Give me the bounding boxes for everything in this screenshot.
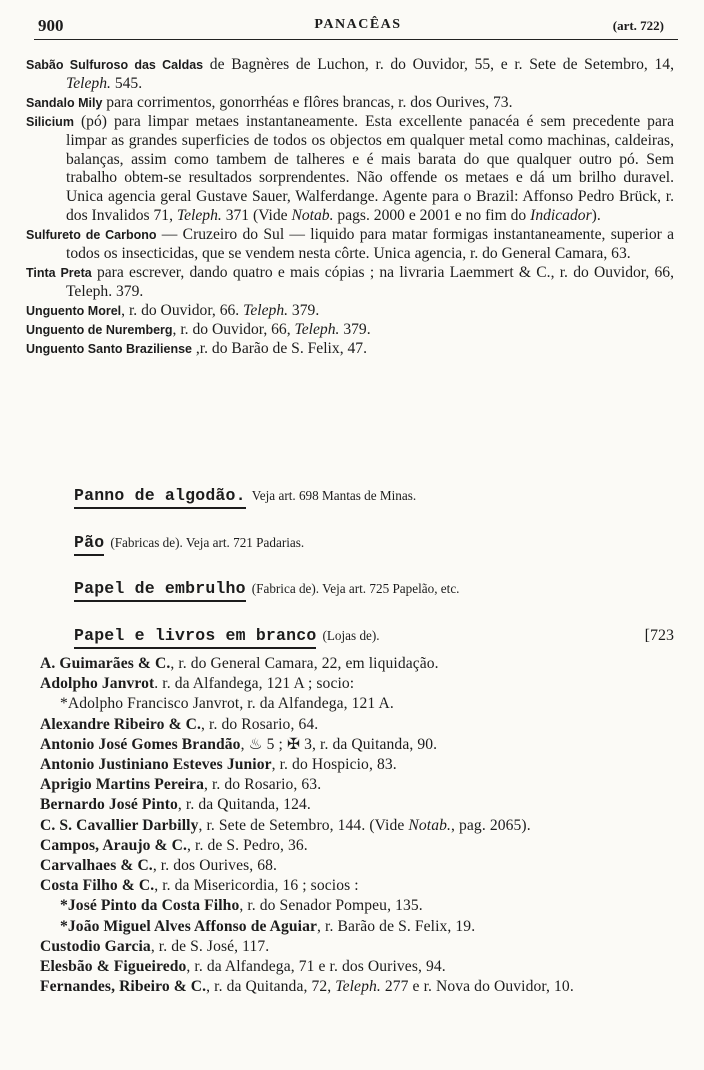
section-papel-e-livros-em-branco bbox=[74, 626, 674, 649]
list-item: Antonio Justiniano Esteves Junior, r. do Hospicio, 83. bbox=[40, 756, 397, 774]
list-item: Antonio José Gomes Brandão, ♨ 5 ; ✠ 3, r. da Quitanda, 90. bbox=[40, 735, 438, 753]
entry-silicium: Silicium (pó) para limpar metaes instantaneamente. Esta excellente panacéa é sem precedente para limpar as grandes superficies de todos os objectos em qualquer metal como machinas, caldeiras, balanças, assim como tambem de talheres e é mais barata do que qualquer outro pó. Sem trabalho obtem-se resultados sorprendentes. Não offende os metaes e dá um brilho duravel. Unica agencia geral Gustave Sauer, Walferdange. Agente para o Brazil: Affonso Pedro Brück, r. dos Invalidos 71, Teleph. 371 (Vide Notab. pags. 2000 e 2001 e no fim do Indicador). bbox=[26, 112, 674, 225]
section-pao bbox=[74, 533, 674, 556]
section-crossref: (Fabricas de). Veja art. 721 Padarias. bbox=[110, 535, 305, 550]
list-item: Fernandes, Ribeiro & C., r. da Quitanda, 72, Teleph. 277 e r. Nova do Ouvidor, 10. bbox=[40, 978, 574, 996]
entry-sulfureto-de-carbono: Sulfureto de Carbono — Cruzeiro do Sul — liquido para matar formigas instantaneamente, superior a todos os insecticidas, que se vendem nesta côrte. Unica agencia, r. do General Camara, 63. bbox=[26, 226, 675, 263]
list-item: Carvalhaes & C., r. dos Ourives, 68. bbox=[40, 857, 278, 875]
entry-unguento-morel: Unguento Morel, r. do Ouvidor, 66. Teleph. 379. bbox=[26, 301, 320, 319]
entry-tinta-preta: Tinta Preta para escrever, dando quatro e mais cópias ; na livraria Laemmert & C., r. do Ouvidor, 66, Teleph. 379. bbox=[26, 263, 674, 300]
article-number: [723 bbox=[644, 627, 674, 644]
page-header bbox=[38, 16, 678, 38]
section-crossref: (Fabrica de). Veja art. 725 Papelão, etc. bbox=[251, 581, 460, 596]
section-heading: Papel e livros em branco bbox=[74, 626, 316, 649]
list-item: Costa Filho & C., r. da Misericordia, 16 ; socios : bbox=[40, 877, 359, 895]
entry-unguento-nuremberg: Unguento de Nuremberg, r. do Ouvidor, 66, Teleph. 379. bbox=[26, 320, 371, 338]
list-item: A. Guimarães & C., r. do General Camara, 22, em liquidação. bbox=[40, 655, 439, 672]
list-item: *João Miguel Alves Affonso de Aguiar, r. Barão de S. Felix, 19. bbox=[60, 917, 476, 935]
section-panno-de-algodao bbox=[74, 486, 674, 509]
directory-list bbox=[40, 654, 674, 997]
list-item: Aprigio Martins Pereira, r. do Rosario, 63. bbox=[40, 776, 322, 794]
list-item: C. S. Cavallier Darbilly, r. Sete de Setembro, 144. (Vide Notab., pag. 2065). bbox=[40, 816, 531, 834]
article-reference: (art. 722) bbox=[612, 18, 664, 33]
header-rule bbox=[34, 39, 678, 40]
list-item: Elesbão & Figueiredo, r. da Alfandega, 71 e r. dos Ourives, 94. bbox=[40, 958, 446, 976]
section-subtitle: (Lojas de). bbox=[322, 628, 380, 643]
page-title: PANACÊAS bbox=[314, 17, 402, 32]
section-heading: Papel de embrulho bbox=[74, 579, 246, 602]
list-item: Alexandre Ribeiro & C., r. do Rosario, 64. bbox=[40, 715, 319, 733]
list-item: Campos, Araujo & C., r. de S. Pedro, 36. bbox=[40, 836, 308, 854]
list-item: *José Pinto da Costa Filho, r. do Senador Pompeu, 135. bbox=[60, 897, 423, 915]
list-item: *Adolpho Francisco Janvrot, r. da Alfandega, 121 A. bbox=[60, 695, 394, 713]
section-crossref: Veja art. 698 Mantas de Minas. bbox=[251, 488, 417, 503]
list-item: Bernardo José Pinto, r. da Quitanda, 124. bbox=[40, 796, 311, 814]
entries-block bbox=[26, 56, 674, 359]
list-item: Adolpho Janvrot. r. da Alfandega, 121 A ; socio: bbox=[40, 675, 355, 693]
section-heading: Pão bbox=[74, 533, 104, 556]
section-heading: Panno de algodão. bbox=[74, 486, 246, 509]
entry-sandalo-mily: Sandalo Mily para corrimentos, gonorrhéas e flôres brancas, r. dos Ourives, 73. bbox=[26, 93, 513, 111]
entry-unguento-santo-braziliense: Unguento Santo Braziliense ,r. do Barão de S. Felix, 47. bbox=[26, 339, 367, 357]
entry-sabao-sulfuroso: Sabão Sulfuroso das Caldas de Bagnères de Luchon, r. do Ouvidor, 55, e r. Sete de Setembro, 14, Teleph. 545. bbox=[26, 56, 674, 92]
list-item: Custodio Garcia, r. de S. José, 117. bbox=[40, 937, 270, 955]
section-papel-de-embrulho bbox=[74, 579, 674, 602]
page-number: 900 bbox=[38, 16, 64, 35]
